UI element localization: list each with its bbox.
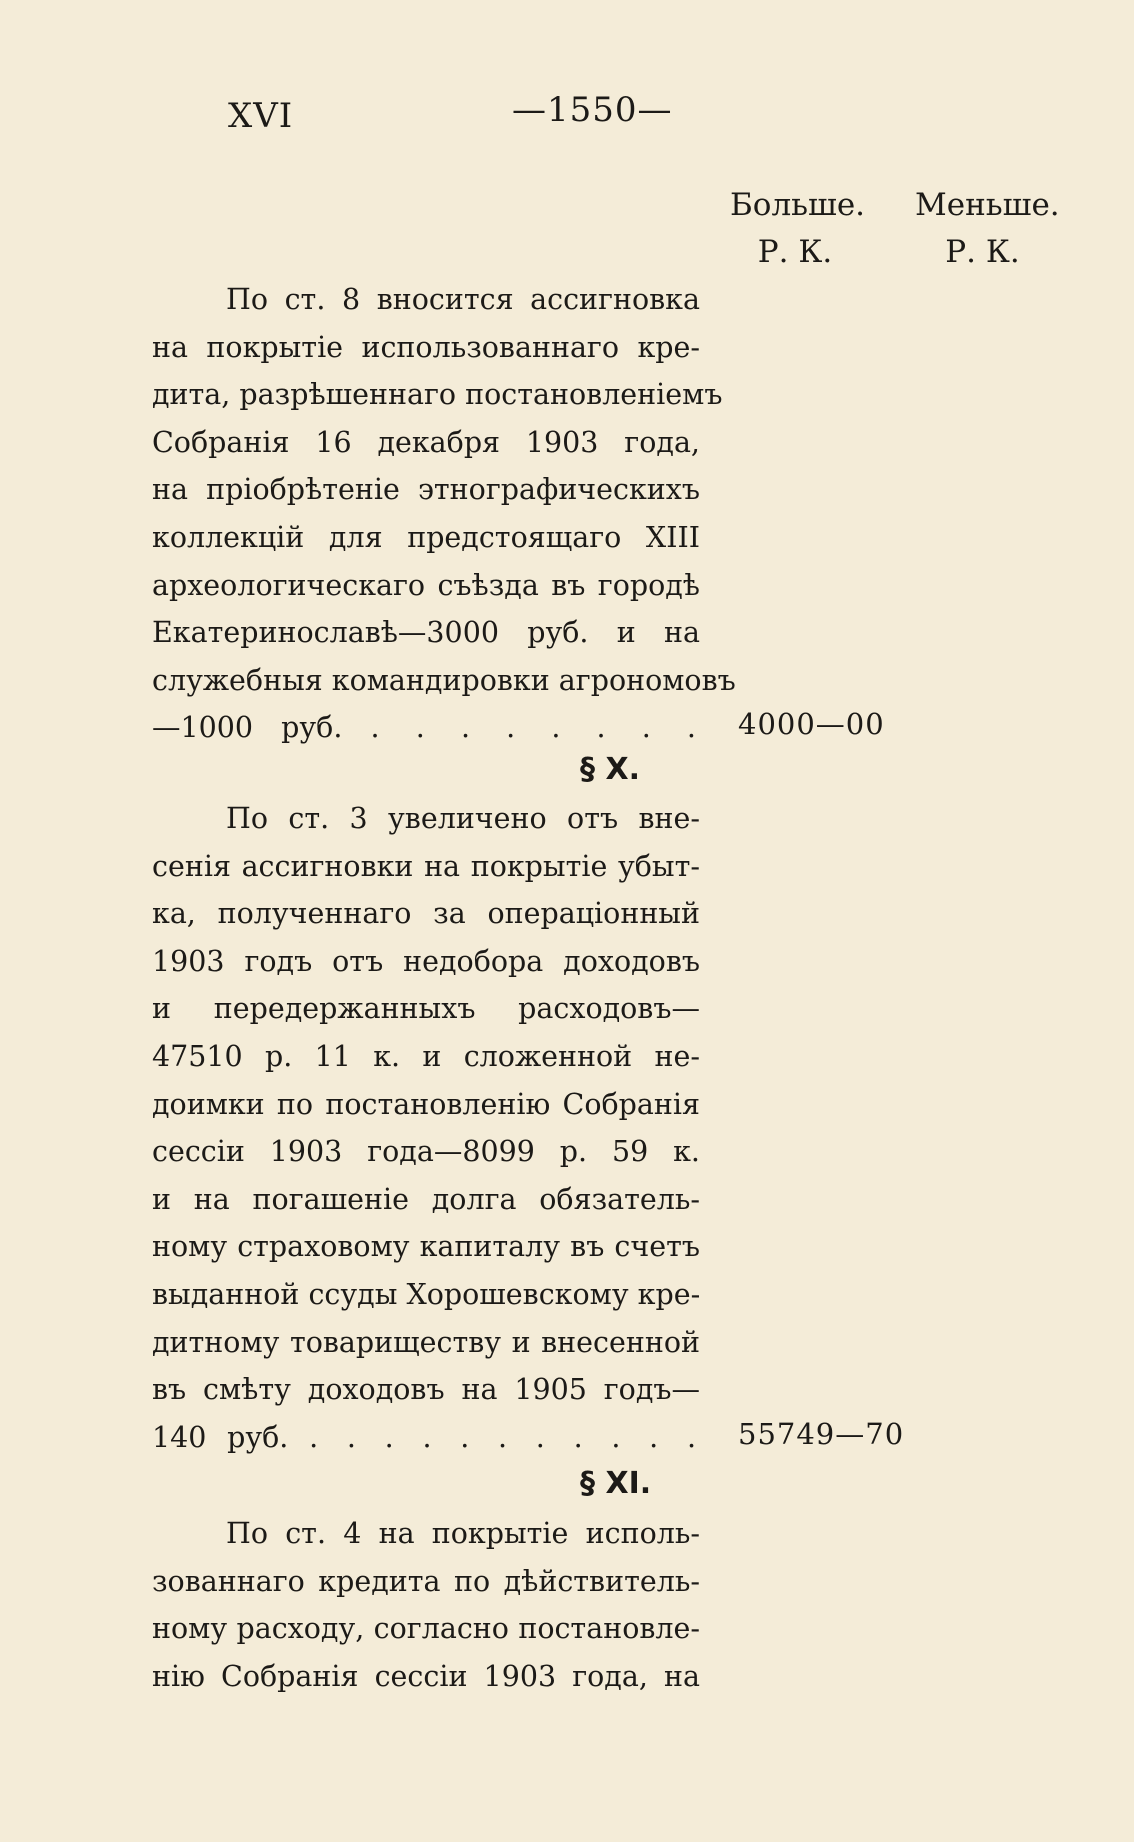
dot-leader: . . . . . . . . . . . xyxy=(309,1420,701,1454)
section-heading-x: § X. xyxy=(580,752,640,787)
text-line-final xyxy=(152,1414,700,1462)
text-line: на пріобрѣтеніе этнографическихъ xyxy=(152,473,700,507)
text-line: дита, разрѣшеннаго постановленіемъ xyxy=(152,378,723,412)
text-line: и на погашеніе долга обязатель- xyxy=(152,1182,700,1216)
text-line: выданной ссуды Хорошевскому кре- xyxy=(152,1277,701,1311)
column-units-more: Р. К. xyxy=(757,234,833,270)
amount-more-article-3: 55749—70 xyxy=(738,1417,905,1451)
text-line: По ст. 3 увеличено отъ вне- xyxy=(226,802,700,835)
column-units-less: Р. К. xyxy=(945,234,1020,270)
text-line: сенія ассигновки на покрытіе убыт- xyxy=(152,849,700,883)
text-line-final xyxy=(152,704,700,752)
text-line: служебныя командировки агрономовъ xyxy=(152,663,736,697)
page-number: —1550— xyxy=(512,90,673,130)
text-line: Собранія 16 декабря 1903 года, xyxy=(152,425,700,459)
text-line: на покрытіе использованнаго кре- xyxy=(152,330,700,364)
text-line: 47510 р. 11 к. и сложенной не- xyxy=(152,1039,700,1073)
text-line: нію Собранія сессіи 1903 года, на xyxy=(152,1659,700,1693)
paragraph-article-8 xyxy=(152,276,736,752)
paragraph-article-3 xyxy=(152,795,700,1461)
final-line-text: —1000 руб. xyxy=(152,711,343,745)
text-line: ному расходу, согласно постановле- xyxy=(152,1612,700,1646)
text-line: 1903 годъ отъ недобора доходовъ xyxy=(152,944,700,978)
paragraph-article-4 xyxy=(152,1510,700,1700)
final-line-text: 140 руб. xyxy=(152,1420,289,1454)
column-header-more: Больше. xyxy=(730,187,866,223)
text-line: дитному товариществу и внесенной xyxy=(152,1325,700,1359)
text-line: Екатеринославѣ—3000 руб. и на xyxy=(152,616,700,650)
text-line: археологическаго съѣзда въ городѣ xyxy=(152,568,700,602)
column-header-less: Меньше. xyxy=(915,187,1060,223)
text-line: зованнаго кредита по дѣйствитель- xyxy=(152,1564,700,1598)
dot-leader: . . . . . . . . xyxy=(370,711,700,745)
header-roman-numeral: XVI xyxy=(228,96,294,136)
text-line: въ смѣту доходовъ на 1905 годъ— xyxy=(152,1373,700,1407)
text-line: По ст. 4 на покрытіе исполь- xyxy=(226,1517,700,1550)
text-line: и передержанныхъ расходовъ— xyxy=(152,992,700,1026)
text-line: сессіи 1903 года—8099 р. 59 к. xyxy=(152,1135,700,1169)
section-heading-xi: § XI. xyxy=(580,1466,652,1501)
text-line: По ст. 8 вносится ассигновка xyxy=(226,283,700,316)
text-line: доимки по постановленію Собранія xyxy=(152,1087,700,1121)
text-line: ному страховому капиталу въ счетъ xyxy=(152,1230,700,1264)
text-line: коллекцій для предстоящаго XIII xyxy=(152,520,700,554)
text-line: ка, полученнаго за операціонный xyxy=(152,897,700,931)
amount-more-article-8: 4000—00 xyxy=(738,707,885,741)
